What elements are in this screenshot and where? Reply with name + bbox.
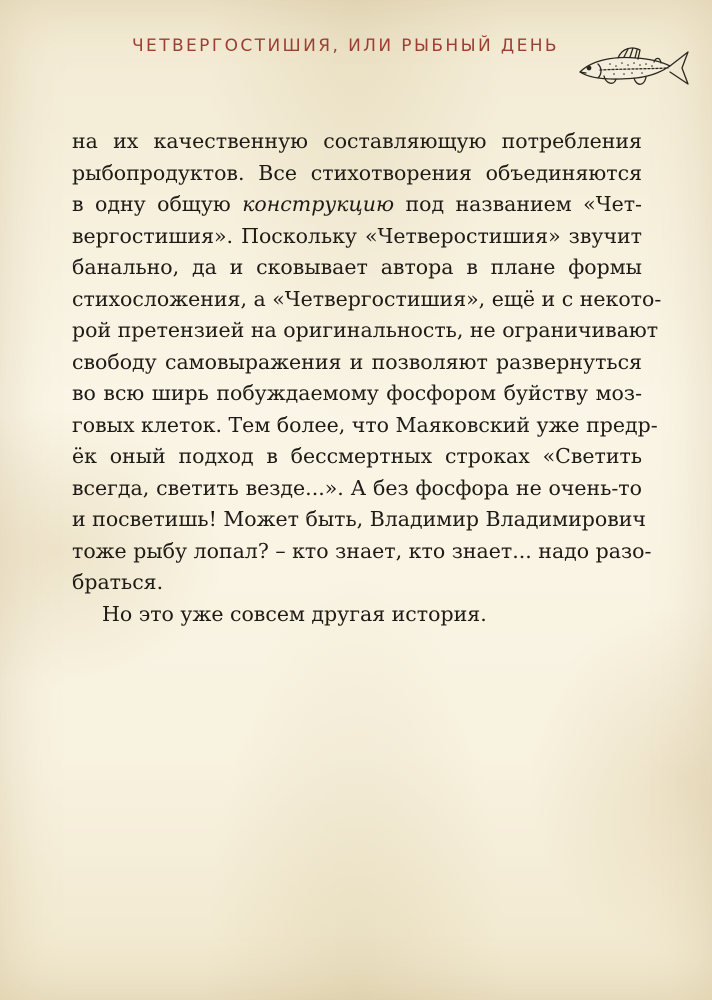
text-line (72, 189, 642, 221)
text-line: рой претензией на оригинальность, не ограничивают (72, 318, 659, 342)
running-header (0, 32, 712, 62)
text-line: тоже рыбу лопал? – кто знает, кто знает... надо разо- (72, 538, 652, 563)
text-line: стихосложения, а «Четвергостишия», ещё и с некото- (72, 286, 662, 311)
text-line: говых клеток. Тем более, что Маяковский уже предр- (72, 412, 658, 437)
paragraph-2 (72, 599, 642, 631)
text-line: и посветишь! Может быть, Владимир Владимирович (72, 507, 646, 531)
italic-term: конструкцию (242, 192, 395, 216)
body-text (72, 126, 662, 630)
paragraph-1 (72, 126, 662, 599)
text-line: на их качественную составляющую потребления (72, 129, 642, 153)
text-fragment: в одну общую (72, 192, 231, 216)
text-line: рыбопродуктов. Все стихотворения объединяются (72, 160, 642, 185)
text-line: во всю ширь побуждаемому фосфором буйству моз- (72, 381, 642, 405)
text-line: Но это уже совсем другая история. (102, 601, 487, 626)
text-line: браться. (72, 570, 164, 594)
text-line: банально, да и сковывает автора в плане формы (72, 255, 642, 279)
text-line: вергостишия». Поскольку «Четверостишия» звучит (72, 223, 642, 248)
text-line: свободу самовыражения и позволяют развернуться (72, 349, 642, 374)
header-title: ЧЕТВЕРГОСТИШИЯ, ИЛИ РЫБНЫЙ ДЕНЬ (132, 36, 559, 56)
text-fragment: под названием «Чет- (405, 192, 642, 216)
fish-icon (574, 42, 692, 94)
text-line: всегда, светить везде...». А без фосфора не очень-то (72, 475, 642, 500)
text-line: ёк оный подход в бессмертных строках «Светить (72, 444, 642, 468)
